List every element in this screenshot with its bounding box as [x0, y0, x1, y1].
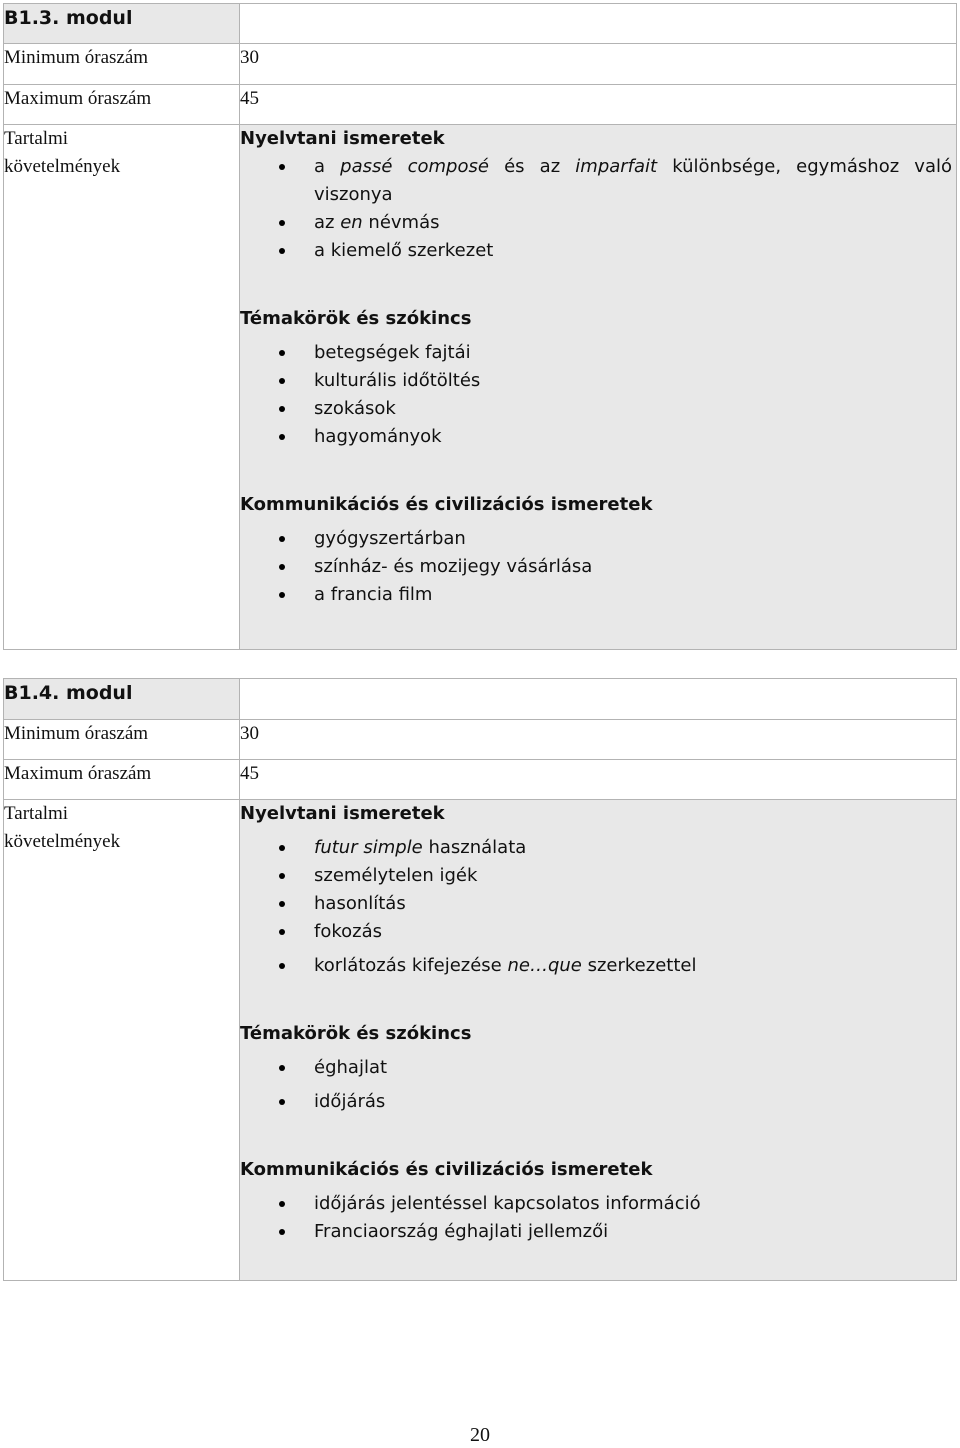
max-hours-value: 45	[240, 85, 957, 125]
content-requirements-label	[4, 125, 240, 650]
module-title: B1.3. modul	[4, 4, 240, 44]
content-label-line1: Tartalmi	[4, 128, 69, 149]
min-hours-label: Minimum óraszám	[4, 720, 240, 760]
page-number: 20	[470, 1424, 490, 1446]
communication-list	[240, 1190, 956, 1246]
list-item: a francia film	[240, 581, 956, 609]
topics-heading: Témakörök és szókincs	[240, 1023, 472, 1044]
topics-heading: Témakörök és szókincs	[240, 308, 472, 329]
list-item: Franciaország éghajlati jellemzői	[240, 1218, 956, 1246]
max-hours-label: Maximum óraszám	[4, 760, 240, 800]
max-hours-value: 45	[240, 760, 957, 800]
topics-list	[240, 1054, 956, 1116]
content-requirements	[240, 800, 957, 1281]
content-requirements	[240, 125, 957, 650]
list-item: éghajlat	[240, 1054, 956, 1082]
list-item: személytelen igék	[240, 862, 956, 890]
max-hours-label: Maximum óraszám	[4, 85, 240, 125]
grammar-heading: Nyelvtani ismeretek	[240, 128, 445, 149]
min-hours-value: 30	[240, 44, 957, 85]
content-label-line2: követelmények	[4, 831, 121, 852]
list-item: kulturális időtöltés	[240, 367, 956, 395]
list-item: hasonlítás	[240, 890, 956, 918]
content-requirements-label	[4, 800, 240, 1281]
list-item: korlátozás kifejezése ne…que szerkezettel	[240, 952, 956, 980]
module-title-value	[240, 4, 957, 44]
list-item: az en névmás	[240, 209, 956, 237]
grammar-heading: Nyelvtani ismeretek	[240, 803, 445, 824]
module-title-value	[240, 679, 957, 720]
list-item: fokozás	[240, 918, 956, 946]
content-label-line2: követelmények	[4, 156, 121, 177]
communication-heading: Kommunikációs és civilizációs ismeretek	[240, 1159, 653, 1180]
list-item: betegségek fajtái	[240, 339, 956, 367]
content-label-line1: Tartalmi	[4, 803, 69, 824]
module-table-b1-4	[3, 678, 957, 1281]
list-item: időjárás jelentéssel kapcsolatos információ	[240, 1190, 956, 1218]
module-table-b1-3	[3, 3, 957, 650]
list-item: a kiemelő szerkezet	[240, 237, 956, 265]
topics-list	[240, 339, 956, 451]
list-item: színház- és mozijegy vásárlása	[240, 553, 956, 581]
grammar-list	[240, 153, 956, 265]
module-title: B1.4. modul	[4, 679, 240, 720]
list-item: a passé composé és az imparfait különbsége, egymáshoz való viszonya	[240, 153, 956, 209]
list-item: szokások	[240, 395, 956, 423]
communication-list	[240, 525, 956, 609]
grammar-list	[240, 834, 956, 980]
communication-heading: Kommunikációs és civilizációs ismeretek	[240, 494, 653, 515]
list-item: hagyományok	[240, 423, 956, 451]
min-hours-value: 30	[240, 720, 957, 760]
list-item: időjárás	[240, 1088, 956, 1116]
list-item: gyógyszertárban	[240, 525, 956, 553]
min-hours-label: Minimum óraszám	[4, 44, 240, 85]
list-item: futur simple használata	[240, 834, 956, 862]
